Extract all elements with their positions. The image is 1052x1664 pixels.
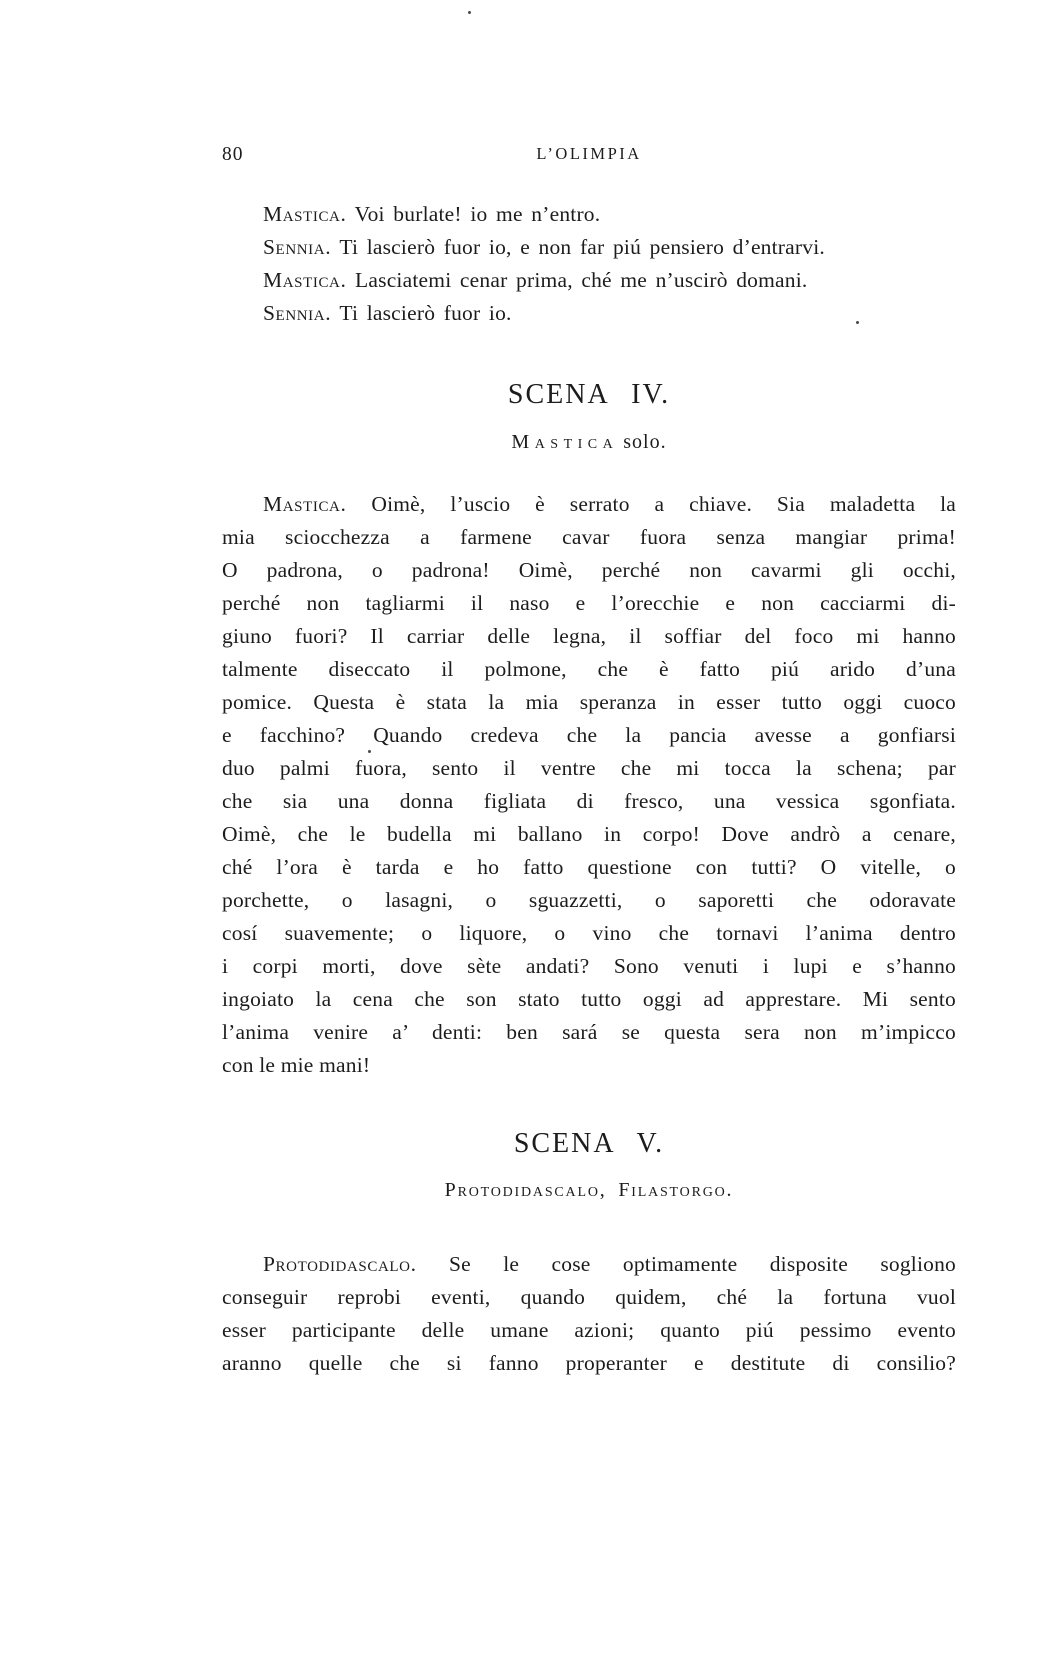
dialogue-block: [222, 198, 956, 330]
paragraph-line: e facchino? Quando credeva che la pancia avesse a gonfiarsi: [222, 723, 956, 747]
paragraph-line: talmente diseccato il polmone, che è fatto piú arido d’una: [222, 657, 956, 681]
scene-heading-iv: SCENA IV.: [507, 379, 671, 410]
cast-line-iv: [222, 431, 956, 454]
paragraph-line: perché non tagliarmi il naso e l’orecchie e non cacciarmi di-: [222, 591, 956, 615]
dialogue-line: [222, 264, 956, 297]
paragraph-line: con le mie mani!: [222, 1053, 371, 1077]
speaker-name: Protodidascalo.: [263, 1252, 417, 1276]
dialogue-text: Ti lascierò fuor io, e non far piú pensiero d’entrarvi.: [339, 235, 825, 259]
paragraph-line: duo palmi fuora, sento il ventre che mi tocca la schena; par: [222, 756, 956, 780]
speech-paragraph: [222, 1248, 956, 1380]
paragraph-line: cosí suavemente; o liquore, o vino che tornavi l’anima dentro: [222, 921, 956, 945]
scan-speck: [468, 11, 471, 14]
cast-name: Mastica: [511, 431, 619, 453]
dialogue-text: Voi burlate! io me n’entro.: [354, 202, 601, 226]
paragraph-line: i corpi morti, dove sète andati? Sono venuti i lupi e s’hanno: [222, 954, 956, 978]
running-title: L’OLIMPIA: [536, 144, 642, 163]
paragraph-line: giuno fuori? Il carriar delle legna, il soffiar del foco mi hanno: [222, 624, 956, 648]
dialogue-line: [222, 198, 956, 231]
paragraph-line: [222, 1248, 956, 1281]
paragraph-line: ingoiato la cena che son stato tutto oggi ad apprestare. Mi sento: [222, 987, 956, 1011]
page-number: 80: [222, 144, 244, 165]
dialogue-line: [222, 297, 956, 330]
scene-heading-v: SCENA V.: [513, 1128, 665, 1159]
paragraph-line: che sia una donna figliata di fresco, una vessica sgonfiata.: [222, 789, 956, 813]
speaker-name: Mastica.: [263, 202, 347, 226]
speaker-name: Sennia.: [263, 235, 332, 259]
dialogue-text: Lasciatemi cenar prima, ché me n’uscirò domani.: [355, 268, 808, 292]
speaker-name: Mastica.: [263, 268, 347, 292]
speaker-name: Sennia.: [263, 301, 332, 325]
paragraph-line: esser participante delle umane azioni; quanto piú pessimo evento: [222, 1318, 956, 1342]
paragraph-line: pomice. Questa è stata la mia speranza in esser tutto oggi cuoco: [222, 690, 956, 714]
cast-names: Protodidascalo, Filastorgo.: [444, 1179, 734, 1201]
paragraph-line: [222, 488, 956, 521]
paragraph-text: Se le cose optimamente disposite sogliono: [448, 1252, 956, 1276]
paragraph-line: conseguir reprobi eventi, quando quidem, ché la fortuna vuol: [222, 1285, 956, 1309]
paragraph-line: aranno quelle che si fanno properanter e destitute di consilio?: [222, 1351, 956, 1375]
dialogue-line: [222, 231, 956, 264]
cast-note: solo.: [623, 431, 667, 453]
monologue-paragraph: [222, 488, 956, 1082]
paragraph-line: porchette, o lasagni, o sguazzetti, o saporetti che odoravate: [222, 888, 956, 912]
paragraph-line: O padrona, o padrona! Oimè, perché non cavarmi gli occhi,: [222, 558, 956, 582]
page-header: [222, 144, 956, 168]
cast-line-v: [222, 1179, 956, 1202]
dialogue-text: Ti lascierò fuor io.: [339, 301, 512, 325]
paragraph-line: Oimè, che le budella mi ballano in corpo! Dove andrò a cenare,: [222, 822, 956, 846]
speaker-name: Mastica.: [263, 492, 347, 516]
paragraph-line: l’anima venire a’ denti: ben sará se questa sera non m’impicco: [222, 1020, 956, 1044]
paragraph-line: mia sciocchezza a farmene cavar fuora senza mangiar prima!: [222, 525, 956, 549]
paragraph-line: ché l’ora è tarda e ho fatto questione con tutti? O vitelle, o: [222, 855, 956, 879]
paragraph-text: Oimè, l’uscio è serrato a chiave. Sia maladetta la: [371, 492, 956, 516]
